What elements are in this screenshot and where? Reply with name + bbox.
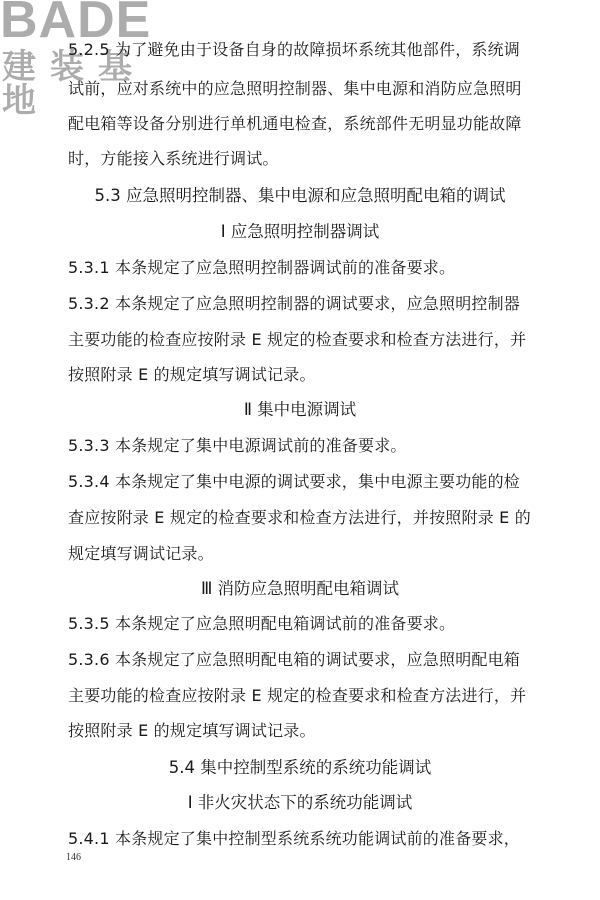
paragraph-line: 5.3.6 本条规定了应急照明配电箱的调试要求，应急照明配电箱 [68, 650, 520, 669]
section-heading-5-4: 5.4 集中控制型系统的系统功能调试 [168, 758, 432, 777]
paragraph-line: 按照附录 E 的规定填写调试记录。 [68, 365, 316, 384]
watermark-latin-text: BADE [0, 0, 152, 49]
paragraph-line: 5.2.5 为了避免由于设备自身的故障损坏系统其他部件，系统调 [68, 40, 520, 59]
paragraph-line: 主要功能的检查应按附录 E 规定的检查要求和检查方法进行，并 [68, 330, 527, 349]
paragraph-line: 按照附录 E 的规定填写调试记录。 [68, 721, 316, 740]
paragraph-line: 5.3.1 本条规定了应急照明控制器调试前的准备要求。 [68, 258, 456, 277]
paragraph-line: 5.4.1 本条规定了集中控制型系统系统功能调试前的准备要求， [68, 829, 520, 848]
page-number: 146 [66, 852, 81, 863]
paragraph-line: 5.3.3 本条规定了集中电源调试前的准备要求。 [68, 436, 407, 455]
paragraph-line: 时，方能接入系统进行调试。 [68, 149, 279, 168]
subsection-heading-non-fire: Ⅰ 非火灾状态下的系统功能调试 [187, 793, 413, 812]
subsection-heading-distribution-box: Ⅲ 消防应急照明配电箱调试 [200, 579, 400, 598]
watermark-cjk-text: 建装基地 [2, 47, 146, 121]
paragraph-line: 规定填写调试记录。 [68, 544, 214, 563]
paragraph-line: 主要功能的检查应按附录 E 规定的检查要求和检查方法进行，并 [68, 686, 527, 705]
section-heading-5-3: 5.3 应急照明控制器、集中电源和应急照明配电箱的调试 [94, 186, 506, 205]
paragraph-line: 配电箱等设备分别进行单机通电检查，系统部件无明显功能故障 [68, 114, 522, 133]
subsection-heading-central-power: Ⅱ 集中电源调试 [243, 400, 357, 419]
paragraph-line: 试前，应对系统中的应急照明控制器、集中电源和消防应急照明 [68, 79, 522, 98]
paragraph-line: 5.3.5 本条规定了应急照明配电箱调试前的准备要求。 [68, 614, 456, 633]
paragraph-line: 5.3.4 本条规定了集中电源的调试要求，集中电源主要功能的检 [68, 472, 520, 491]
paragraph-line: 查应按附录 E 规定的检查要求和检查方法进行，并按照附录 E 的 [68, 508, 531, 527]
subsection-heading-controller: Ⅰ 应急照明控制器调试 [220, 222, 380, 241]
paragraph-line: 5.3.2 本条规定了应急照明控制器的调试要求，应急照明控制器 [68, 294, 520, 313]
